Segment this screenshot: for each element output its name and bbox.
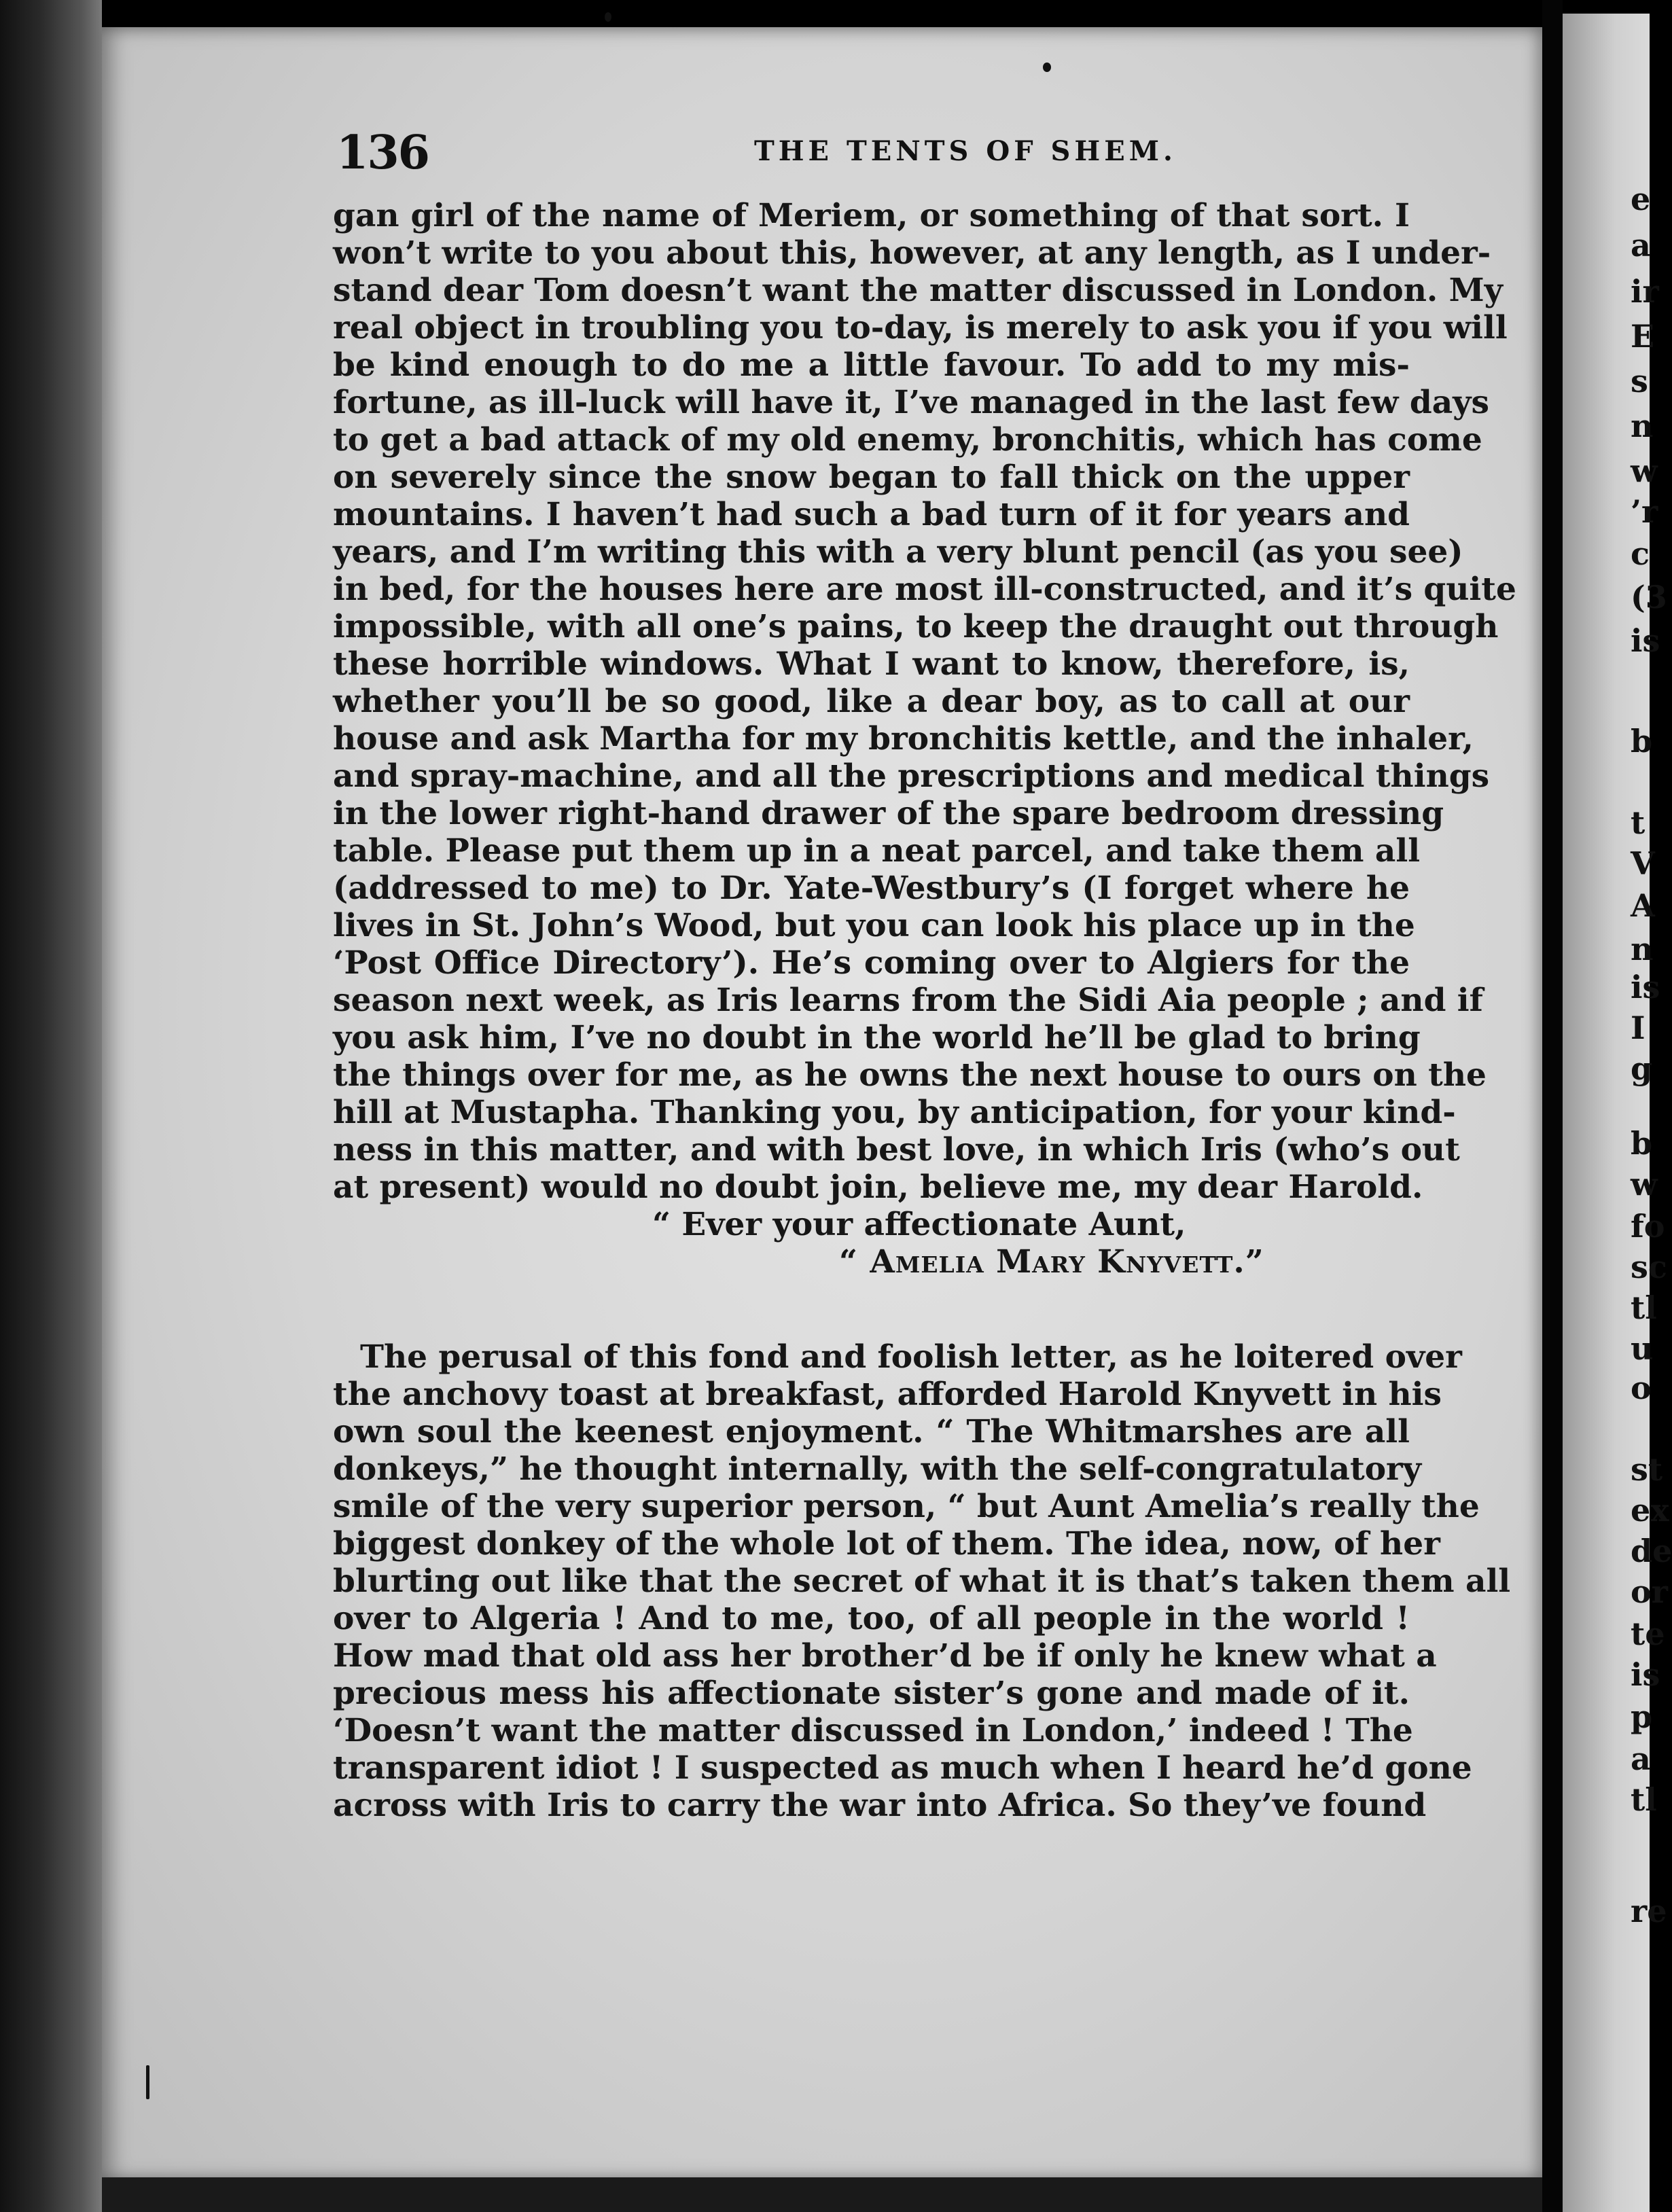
letter-line: in the lower right-hand drawer of the spare bedroom dressing (333, 795, 1444, 832)
facing-page-fragment: g (1631, 1050, 1653, 1087)
facing-page-fragment: a (1631, 227, 1651, 264)
letter-line: won’t write to you about this, however, at any length, as I under- (333, 234, 1491, 272)
facing-page-fragment: E (1631, 318, 1655, 355)
page-body (333, 197, 1516, 1824)
letter-line: in bed, for the houses here are most ill-constructed, and it’s quite (333, 571, 1516, 608)
ink-speck (146, 2065, 149, 2099)
letter-line: to get a bad attack of my old enemy, bronchitis, which has come (333, 421, 1482, 459)
letter-line: mountains. I haven’t had such a bad turn of it for years and (333, 496, 1410, 533)
running-title: THE TENTS OF SHEM. (754, 135, 1177, 167)
narrative-line: transparent idiot ! I suspected as much when I heard he’d gone (333, 1749, 1472, 1787)
facing-page-fragment: sc (1631, 1249, 1667, 1285)
narrative-line: the anchovy toast at breakfast, afforded Harold Knyvett in his (333, 1376, 1442, 1413)
letter-line: house and ask Martha for my bronchitis kettle, and the inhaler, (333, 720, 1474, 757)
facing-page-fragment: p (1631, 1698, 1653, 1735)
facing-page-fragment: te (1631, 1616, 1665, 1652)
letter-line: gan girl of the name of Meriem, or something of that sort. I (333, 197, 1410, 234)
narrative-line: donkeys,” he thought internally, with the self-congratulatory (333, 1450, 1422, 1488)
letter-line: you ask him, I’ve no doubt in the world he’ll be glad to bring (333, 1019, 1421, 1056)
letter-line: real object in troubling you to-day, is merely to ask you if you will (333, 309, 1508, 346)
facing-page-fragment: w (1631, 452, 1658, 489)
letter-line: ness in this matter, and with best love, in which Iris (who’s out (333, 1131, 1460, 1169)
facing-page-fragment: n (1631, 931, 1654, 967)
facing-page-fragment: ir (1631, 273, 1659, 310)
facing-page-fragment: is (1631, 1656, 1660, 1693)
facing-page-fragment: tl (1631, 1289, 1657, 1326)
facing-page-fragment: n (1631, 408, 1654, 444)
narrative-line: precious mess his affectionate sister’s gone and made of it. (333, 1675, 1410, 1712)
letter-line: at present) would no doubt join, believe me, my dear Harold. (333, 1169, 1423, 1206)
facing-page-fragment: st (1631, 1451, 1663, 1488)
facing-page-fragment: or (1631, 1573, 1668, 1610)
letter-line: ‘Post Office Directory’). He’s coming over to Algiers for the (333, 944, 1410, 982)
letter-line: fortune, as ill-luck will have it, I’ve managed in the last few days (333, 384, 1489, 421)
letter-line: (addressed to me) to Dr. Yate-Westbury’s (I forget where he (333, 870, 1410, 907)
facing-page-fragment: t (1631, 804, 1646, 841)
letter-line: the things over for me, as he owns the next house to ours on the (333, 1056, 1487, 1094)
letter-line: these horrible windows. What I want to know, therefore, is, (333, 645, 1410, 683)
letter-line: lives in St. John’s Wood, but you can look his place up in the (333, 907, 1415, 944)
narrative-line: over to Algeria ! And to me, too, of all people in the world ! (333, 1600, 1410, 1637)
letter-line: on severely since the snow began to fall thick on the upper (333, 459, 1410, 496)
facing-page-fragment: e (1631, 181, 1651, 217)
facing-page-fragment: s (1631, 363, 1648, 399)
scanner-left-margin (0, 0, 102, 2212)
letter-line: impossible, with all one’s pains, to keep the draught out through (333, 608, 1499, 645)
narrative-line: smile of the very superior person, “ but Aunt Amelia’s really the (333, 1488, 1480, 1525)
letter-line: stand dear Tom doesn’t want the matter discussed in London. My (333, 272, 1503, 309)
facing-page-fragment: ’r (1631, 493, 1658, 530)
letter-line: whether you’ll be so good, like a dear boy, as to call at our (333, 683, 1410, 720)
narrative-line: own soul the keenest enjoyment. “ The Whitmarshes are all (333, 1413, 1410, 1450)
facing-page-fragment: c (1631, 535, 1650, 572)
facing-page-fragment: A (1631, 887, 1655, 924)
facing-page-fragment: (3 (1631, 579, 1667, 616)
running-head (336, 126, 1396, 180)
facing-page-fragment: is (1631, 622, 1660, 659)
facing-page-fragment: re (1631, 1893, 1667, 1929)
facing-page-fragment: a (1631, 1741, 1651, 1777)
facing-page-fragment: b (1631, 723, 1653, 760)
facing-page-fragment: V (1631, 845, 1655, 882)
scanner-bottom-margin (102, 2177, 1542, 2212)
facing-page-fragment: I (1631, 1010, 1646, 1046)
letter-line: hill at Mustapha. Thanking you, by anticipation, for your kind- (333, 1094, 1456, 1131)
facing-page-fragment: w (1631, 1166, 1658, 1202)
narrative-line: blurting out like that the secret of what it is that’s taken them all (333, 1563, 1511, 1600)
letter-signature: “ Amelia Mary Knyvett.” (839, 1243, 1264, 1281)
ink-speck (605, 12, 611, 22)
facing-page-fragment: de (1631, 1533, 1672, 1569)
narrative-line: across with Iris to carry the war into Africa. So they’ve found (333, 1787, 1427, 1824)
narrative-line: How mad that old ass her brother’d be if only he knew what a (333, 1637, 1437, 1675)
facing-page-fragment: ex (1631, 1492, 1669, 1529)
book-gutter (1542, 0, 1563, 2212)
page-number: 136 (336, 126, 429, 180)
ink-speck (1043, 63, 1051, 72)
letter-line: be kind enough to do me a little favour. To add to my mis- (333, 346, 1410, 384)
facing-page-edge (1563, 14, 1672, 2212)
letter-line: years, and I’m writing this with a very blunt pencil (as you see) (333, 533, 1463, 571)
letter-line: and spray-machine, and all the prescriptions and medical things (333, 757, 1490, 795)
facing-page-fragment: fo (1631, 1208, 1665, 1245)
letter-line: table. Please put them up in a neat parcel, and take them all (333, 832, 1421, 870)
facing-page-fragment: o (1631, 1370, 1652, 1406)
letter-closing: “ Ever your affectionate Aunt, (652, 1206, 1186, 1243)
facing-page-fragment: b (1631, 1125, 1653, 1162)
narrative-line: ‘Doesn’t want the matter discussed in London,’ indeed ! The (333, 1712, 1413, 1749)
letter-line: season next week, as Iris learns from the Sidi Aia people ; and if (333, 982, 1483, 1019)
narrative-line: biggest donkey of the whole lot of them. The idea, now, of her (333, 1525, 1440, 1563)
facing-page-fragment: u (1631, 1330, 1654, 1367)
facing-page-fragment: is (1631, 969, 1660, 1005)
facing-page-fragment: tl (1631, 1781, 1657, 1818)
paragraph-break (333, 1281, 1410, 1338)
narrative-line: The perusal of this fond and foolish letter, as he loitered over (360, 1338, 1462, 1376)
